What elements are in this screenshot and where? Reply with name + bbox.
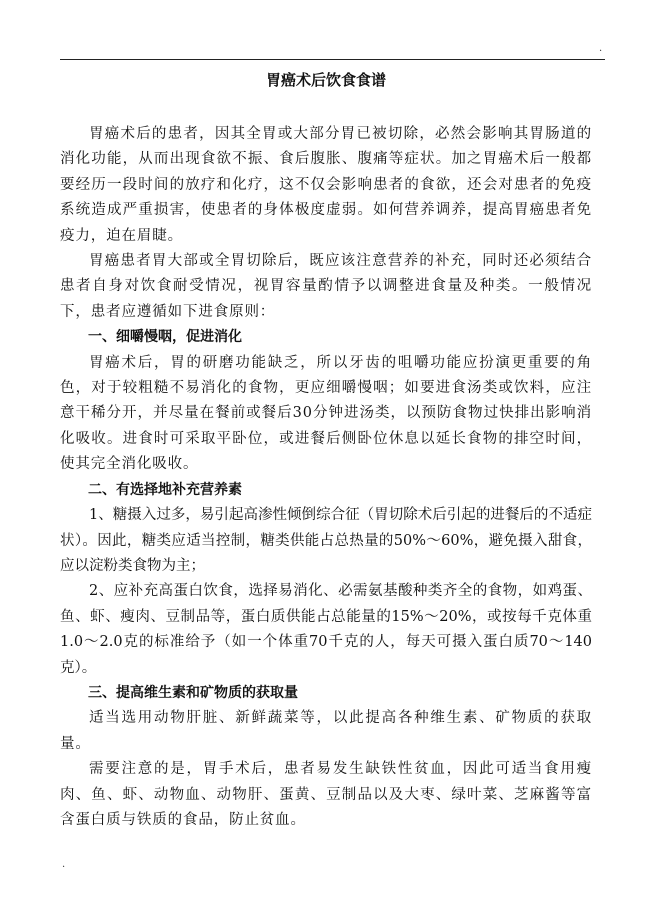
- document-body: [60, 122, 592, 833]
- intro-paragraph-2: 胃癌患者胃大部或全胃切除后，既应该注意营养的补充，同时还必须结合患者自身对饮食耐受情况，视胃容量酌情予以调整进食量及种类。一般情况下，患者应遵循如下进食原则：: [60, 253, 592, 320]
- section-3-paragraph-2: 需要注意的是，胃手术后，患者易发生缺铁性贫血，因此可适当食用瘦肉、鱼、虾、动物血、动物肝、蛋黄、豆制品以及大枣、绿叶菜、芝麻酱等富含蛋白质与铁质的食品，防止贫血。: [60, 761, 592, 828]
- section-heading-3: 三、提高维生素和矿物质的获取量: [88, 684, 298, 701]
- footer-dot: .: [62, 859, 66, 870]
- section-heading-1: 一、细嚼慢咽，促进消化: [88, 329, 242, 346]
- section-heading-2: 二、有选择地补充营养素: [88, 481, 242, 498]
- header-rule: [60, 59, 605, 60]
- header-dot: .: [599, 43, 603, 54]
- section-3-paragraph-1: 适当选用动物肝脏、新鲜蔬菜等，以此提高各种维生素、矿物质的获取量。: [60, 710, 592, 752]
- section-2-item-1: 1、糖摄入过多，易引起高渗性倾倒综合征（胃切除术后引起的进餐后的不适症状）。因此，糖类应适当控制，糖类供能占总热量的50%～60%，避免摄入甜食，应以淀粉类食物为主；: [60, 507, 592, 574]
- section-2-item-2: 2、应补充高蛋白饮食，选择易消化、必需氨基酸种类齐全的食物，如鸡蛋、鱼、虾、瘦肉、豆制品等，蛋白质供能占总能量的15%～20%，或按每千克体重1.0～2.0克的标准给予（如一个体重70千克的人，每天可摄入蛋白质70～140克）。: [60, 583, 592, 676]
- document-title: 胃癌术后饮食食谱: [265, 71, 386, 89]
- section-1-paragraph: 胃癌术后，胃的研磨功能缺乏，所以牙齿的咀嚼功能应扮演更重要的角色，对于较粗糙不易消化的食物，更应细嚼慢咽；如要进食汤类或饮料，应注意干稀分开，并尽量在餐前或餐后30分钟进汤类，以预防食物过快排出影响消化吸收。进食时可采取平卧位，或进餐后侧卧位休息以延长食物的排空时间，使其完全消化吸收。: [60, 354, 592, 473]
- intro-paragraph-1: 胃癌术后的患者，因其全胃或大部分胃已被切除，必然会影响其胃肠道的消化功能，从而出现食欲不振、食后腹胀、腹痛等症状。加之胃癌术后一般都要经历一段时间的放疗和化疗，这不仅会影响患者的食欲，还会对患者的免疫系统造成严重损害，使患者的身体极度虚弱。如何营养调养，提高胃癌患者免疫力，迫在眉睫。: [60, 126, 592, 244]
